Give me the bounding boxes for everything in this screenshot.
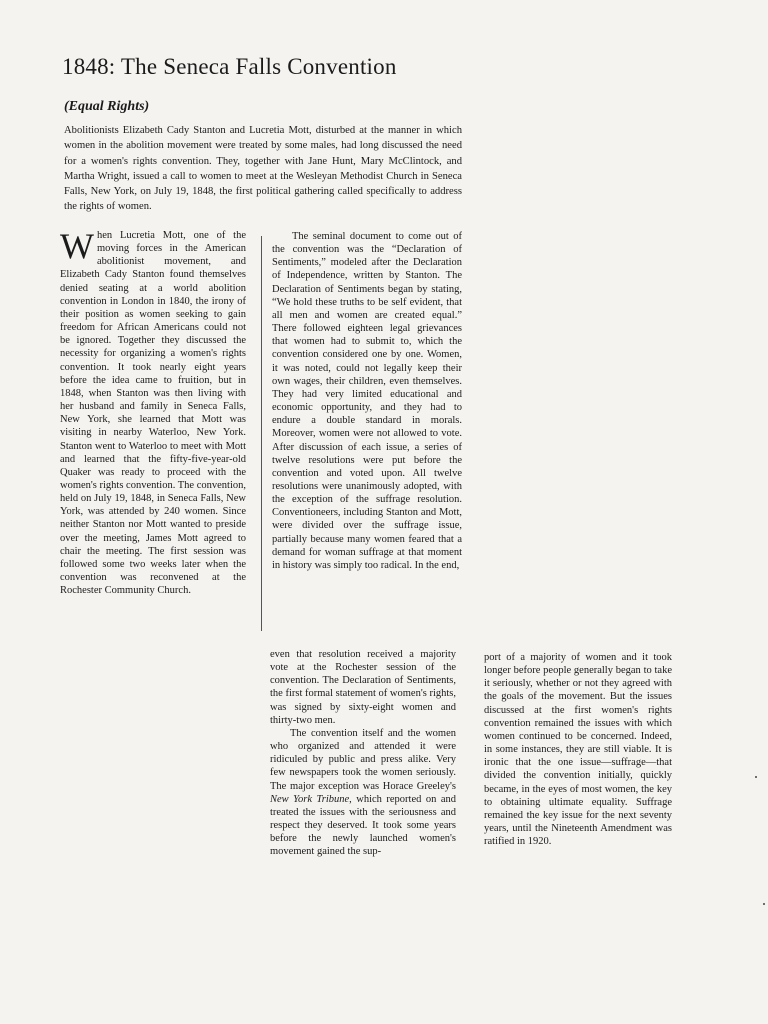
page-subtitle: (Equal Rights) bbox=[64, 99, 150, 114]
column-divider bbox=[261, 236, 262, 631]
column-3 bbox=[270, 648, 456, 859]
scan-speck bbox=[763, 903, 765, 905]
col3-paragraph-1: even that resolution received a majority vote at the Rochester session of the convention. The Declaration of Sentiments, the first formal statement of women's rights, was signed by sixty-eight women and thirty-two men. bbox=[270, 649, 456, 726]
page-title: 1848: The Seneca Falls Convention bbox=[62, 54, 397, 79]
col3-text-b: , which reported on and treated the issues with the seriousness and respect they deserved. It took some years before the newly launched women's movement gained the sup- bbox=[270, 793, 456, 858]
column-2 bbox=[272, 230, 462, 572]
column-1 bbox=[60, 226, 247, 597]
col3-text-a: The convention itself and the women who organized and attended it were ridiculed by public and press alike. Very few newspapers took the women seriously. The major exception was Horace Greeley's bbox=[270, 727, 456, 792]
col1-text: hen Lucretia Mott, one of the moving forces in the American abolitionist movement, and Elizabeth Cady Stanton found themselves denied seating at a world abolition convention in London in 1840, the irony of their position as women seeking to gain freedom for African Americans could not be ignored. Together they discussed the necessity for organizing a women's rights convention. It took nearly eight years before the idea came to fruition, but in 1848, when Stanton was then living with her husband and family in Seneca Falls, New York, she learned that Mott was visiting in nearby Waterloo, New York. Stanton went to Waterloo to meet with Mott and learned that the fifty-five-year-old Quaker was ready to proceed with the women's rights convention. The convention, held on July 19, 1848, in Seneca Falls, New York, was attended by 240 women. Since neither Stanton nor Mott wanted to preside over the meeting, James Mott agreed to chair the meeting. The first session was followed some two weeks later when the convention was reconvened at the Rochester Community Church. bbox=[60, 230, 247, 597]
col4-paragraph: port of a majority of women and it took longer before people generally began to take it seriously, whether or not they agreed with the goals of the movement. But the issues discussed at the first women's rights convention remained the issues with which women continued to be concerned. Indeed, in some instances, they are still viable. It is ironic that the one issue—suffrage—that divided the convention initially, quickly became, in the eyes of most women, the key to obtaining ultimate equality. Suffrage remained the key issue for the next seventy years, until the Nineteenth Amendment was ratified in 1920. bbox=[484, 652, 672, 848]
drop-cap: W bbox=[60, 226, 94, 266]
scan-speck bbox=[755, 776, 757, 778]
col3-paragraph-2 bbox=[270, 727, 456, 859]
intro-paragraph: Abolitionists Elizabeth Cady Stanton and Lucretia Mott, disturbed at the manner in which women in the abolition movement were treated by some males, had long discussed the need for a women's rights convention. They, together with Jane Hunt, Mary McClintock, and Martha Wright, issued a call to women to meet at the Wesleyan Methodist Church in Seneca Falls, New York, on July 19, 1848, the first political gathering called specifically to address the rights of women. bbox=[64, 125, 462, 213]
col2-paragraph: The seminal document to come out of the convention was the “Declaration of Sentiments,” modeled after the Declaration of Independence, written by Stanton. The Declaration of Sentiments began by stating, “We hold these truths to be self evident, that all men and women are created equal.” There followed eighteen legal grievances that women had to submit to, which the convention considered one by one. Women, it was noted, could not legally keep their own wages, their children, even themselves. They had very limited educational and economic opportunity, and they had to endure a double standard in morals. Moreover, women were not allowed to vote. After discussion of each issue, a series of twelve resolutions were put before the convention and voted upon. All twelve resolutions were unanimously adopted, with the exception of the suffrage resolution. Conventioneers, including Stanton and Mott, were divided over the suffrage issue, partially because many women feared that a demand for woman suffrage at that moment in history was simply too radical. In the end, bbox=[272, 231, 462, 571]
col1-paragraph bbox=[60, 226, 247, 597]
column-4 bbox=[484, 651, 672, 848]
newspaper-name: New York Tribune bbox=[270, 793, 350, 805]
